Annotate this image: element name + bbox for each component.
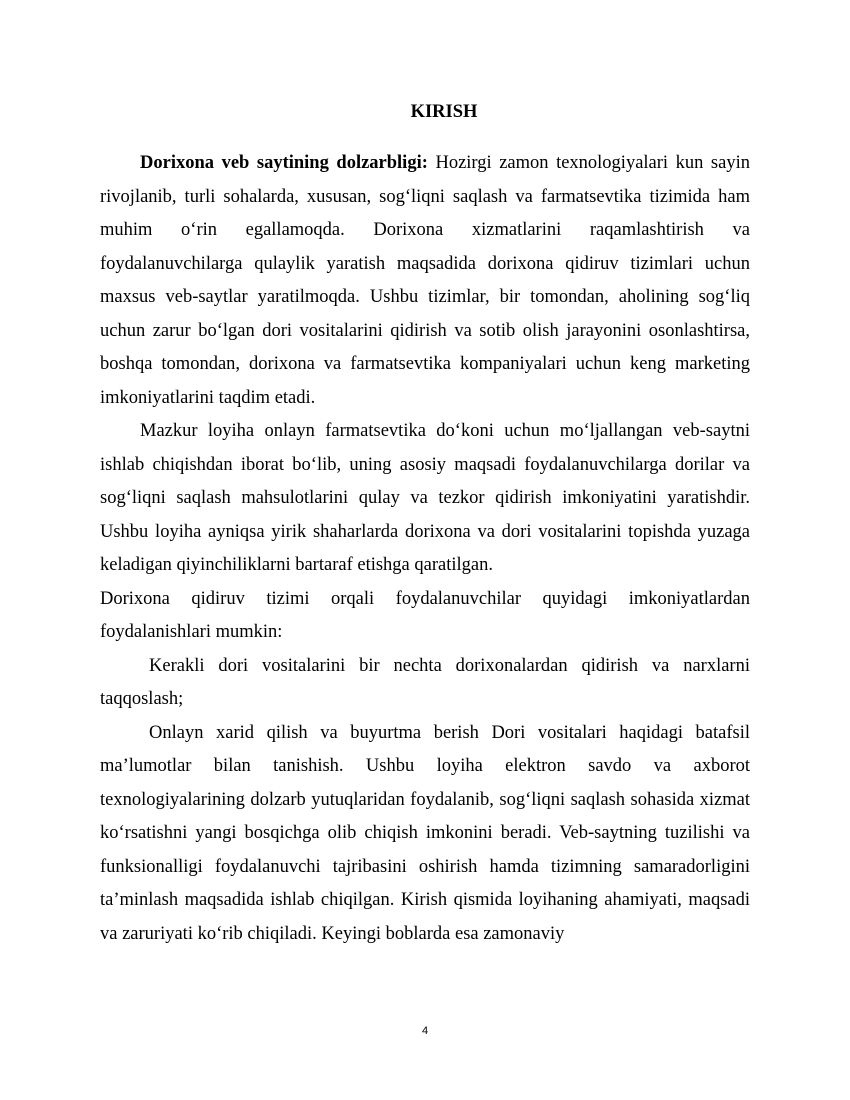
- paragraph-capabilities-intro: Dorixona qidiruv tizimi orqali foydalanuvchilar quyidagi imkoniyatlardan foydalanishlari mumkin:: [100, 588, 750, 642]
- list-item-search-compare: Kerakli dori vositalarini bir nechta dorixonalardan qidirish va narxlarni taqqoslash;: [100, 655, 750, 709]
- paragraph-relevance: [100, 147, 750, 415]
- page-title: KIRISH: [410, 102, 478, 122]
- page-number: 4: [421, 1025, 429, 1037]
- paragraph-text: Hozirgi zamon texnologiyalari kun sayin rivojlanib, turli sohalarda, xususan, sog‘liqni saqlash va farmatsevtika tizimida ham muhim o‘rin egallamoqda. Dorixona xizmatlarini raqamlashtirish va foydalanuvchilarga qulaylik yaratish maqsadida dorixona qidiruv tizimlari uchun maxsus veb-saytlar yaratilmoqda. Ushbu tizimlar, bir tomondan, aholining sog‘liq uchun zarur bo‘lgan dori vositalarini qidirish va sotib olish jarayonini osonlashtirsa, boshqa tomondan, dorixona va farmatsevtika kompaniyalari uchun keng marketing imkoniyatlarini taqdim etadi.: [100, 153, 750, 408]
- document-body: [100, 147, 750, 951]
- paragraph-project-description: Mazkur loyiha onlayn farmatsevtika do‘koni uchun mo‘ljallangan veb-saytni ishlab chiqishdan iborat bo‘lib, uning asosiy maqsadi foydalanuvchilarga dorilar va sog‘liqni saqlash mahsulotlarini qulay va tezkor qidirish imkoniyatini yaratishdir. Ushbu loyiha ayniqsa yirik shaharlarda dorixona va dori vositalarini topishda yuzaga keladigan qiyinchiliklarni bartaraf etishga qaratilgan.: [100, 421, 750, 575]
- paragraph-lead-in: Dorixona veb saytining dolzarbligi:: [140, 153, 428, 173]
- list-item-online-purchase: Onlayn xarid qilish va buyurtma berish Dori vositalari haqidagi batafsil ma’lumotlar bilan tanishish. Ushbu loyiha elektron savdo va axborot texnologiyalarining dolzarb yutuqlaridan foydalanib, sog‘liqni saqlash sohasida xizmat ko‘rsatishni yangi bosqichga olib chiqish imkonini beradi. Veb-saytning tuzilishi va funksionalligi foydalanuvchi tajribasini oshirish hamda tizimning samaradorligini ta’minlash maqsadida ishlab chiqilgan. Kirish qismida loyihaning ahamiyati, maqsadi va zaruriyati ko‘rib chiqiladi. Keyingi boblarda esa zamonaviy: [100, 722, 750, 944]
